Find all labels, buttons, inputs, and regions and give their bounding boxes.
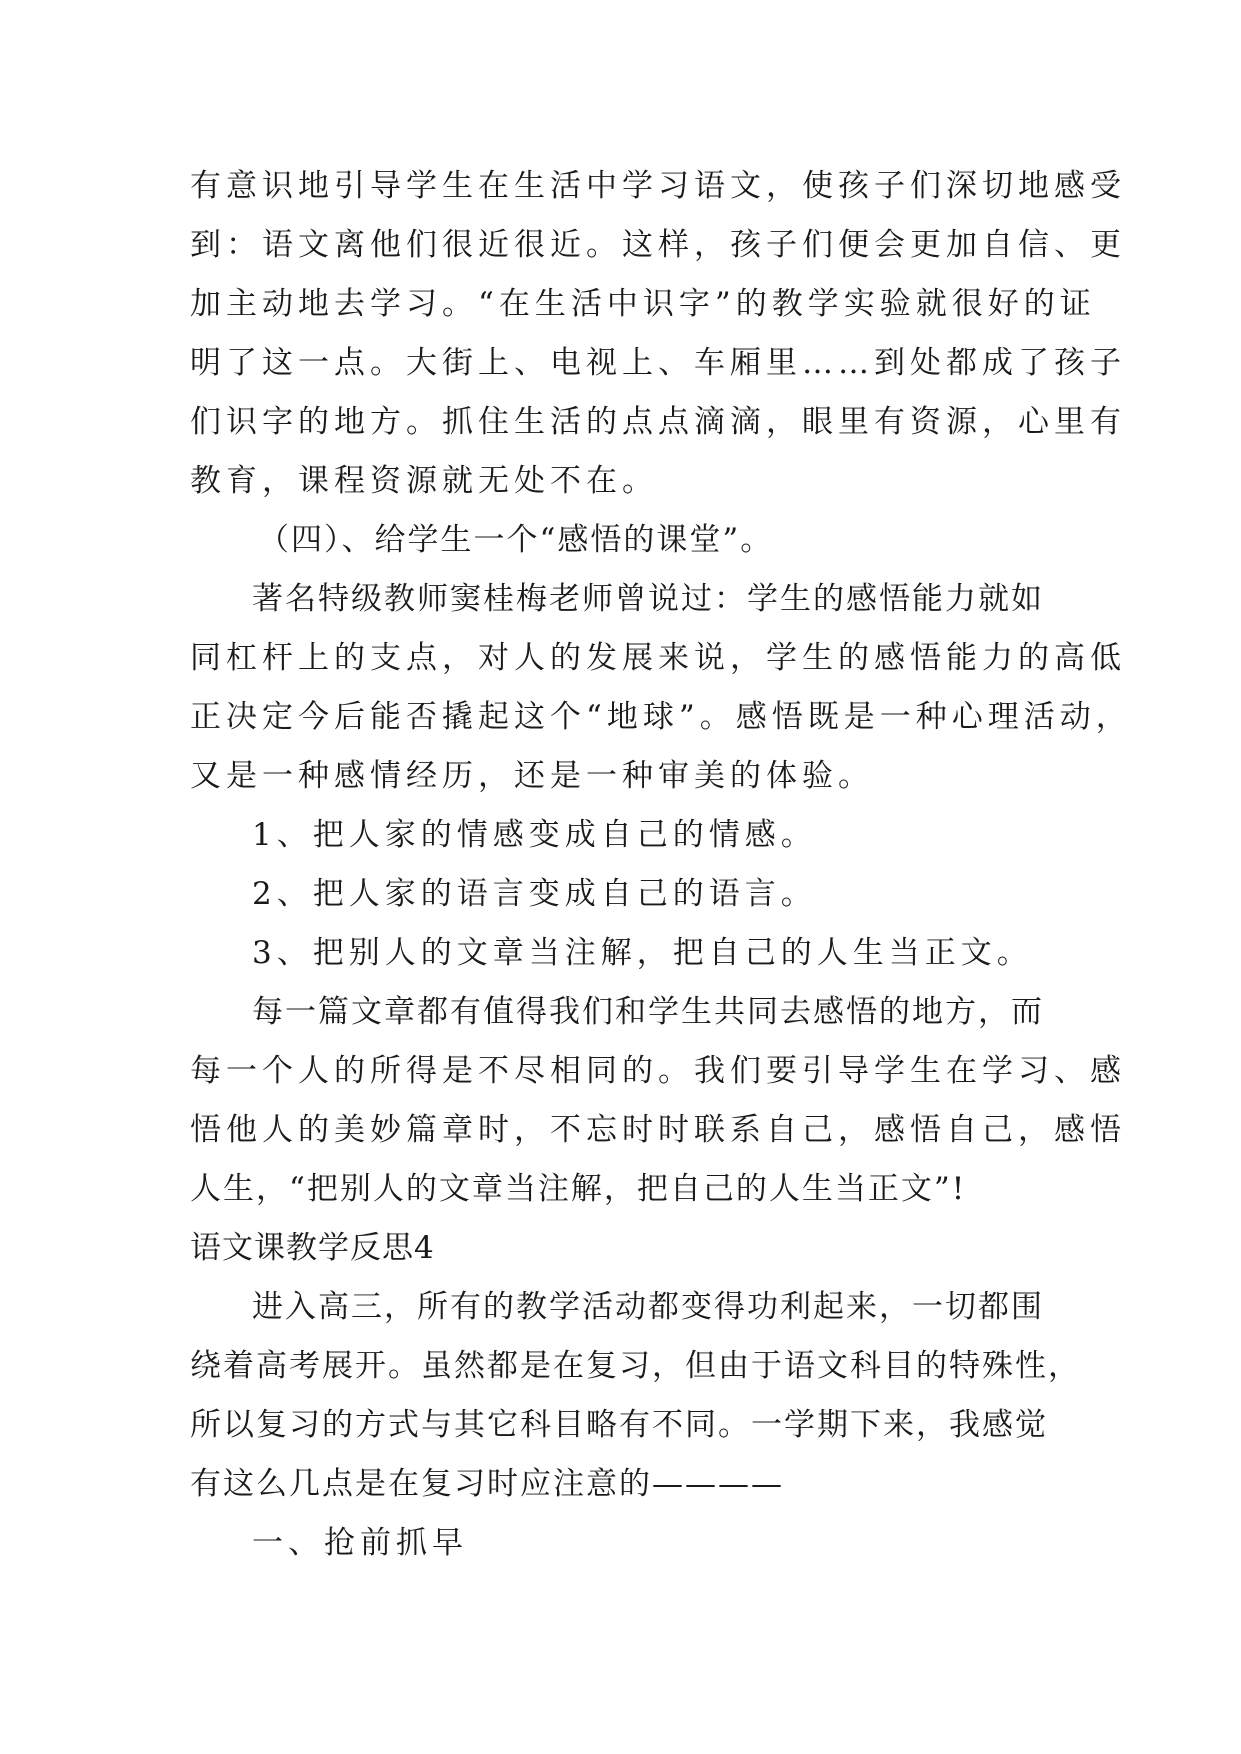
document-body: [190, 157, 1132, 1573]
text-line: 们识字的地方。抓住生活的点点滴滴，眼里有资源，心里有: [190, 404, 1126, 440]
text-line: 绕着高考展开。虽然都是在复习，但由于语文科目的特殊性，: [190, 1348, 1081, 1384]
text-line: 每一个人的所得是不尽相同的。我们要引导学生在学习、感: [190, 1053, 1126, 1089]
text-line: 每一篇文章都有值得我们和学生共同去感悟的地方，而: [252, 994, 1044, 1030]
text-line: 有这么几点是在复习时应注意的————: [190, 1466, 784, 1502]
text-line: 所以复习的方式与其它科目略有不同。一学期下来，我感觉: [190, 1407, 1048, 1443]
paragraph-every-article: [190, 983, 1126, 1219]
text-line: 到：语文离他们很近很近。这样，孩子们便会更加自信、更: [190, 227, 1126, 263]
text-line: 加主动地去学习。“在生活中识字”的教学实验就很好的证: [190, 286, 1096, 322]
section-title: 语文课教学反思4: [190, 1230, 435, 1266]
text-line: 教育，课程资源就无处不在。: [190, 463, 658, 499]
list-item-text: 3、把别人的文章当注解，把自己的人生当正文。: [252, 935, 1033, 971]
paragraph-senior-three: [190, 1278, 1081, 1514]
list-item-2: [190, 865, 1070, 924]
list-item-1: [190, 806, 1070, 865]
text-line: 同杠杆上的支点，对人的发展来说，学生的感悟能力的高低: [190, 640, 1126, 676]
paragraph-insight-ability: [190, 570, 1132, 806]
text-line: 正决定今后能否撬起这个“地球”。感悟既是一种心理活动，: [190, 699, 1132, 735]
text-line: 著名特级教师窦桂梅老师曾说过：学生的感悟能力就如: [252, 581, 1044, 617]
subheading-four: [190, 511, 1070, 570]
list-item-3: [190, 924, 1070, 983]
paragraph-curriculum-resources: [190, 157, 1126, 511]
text-line: 人生，“把别人的文章当注解，把自己的人生当正文”!: [190, 1171, 967, 1207]
list-item-text: 2、把人家的语言变成自己的语言。: [252, 876, 817, 912]
list-item-text: 1、把人家的情感变成自己的情感。: [252, 817, 817, 853]
subheading-one: [190, 1514, 1070, 1573]
text-line: 有意识地引导学生在生活中学习语文，使孩子们深切地感受: [190, 168, 1126, 204]
text-line: 进入高三，所有的教学活动都变得功利起来，一切都围: [252, 1289, 1044, 1325]
subheading-text: （四）、给学生一个“感悟的课堂”。: [258, 522, 774, 558]
text-line: 又是一种感情经历，还是一种审美的体验。: [190, 758, 874, 794]
text-line: 悟他人的美妙篇章时，不忘时时联系自己，感悟自己，感悟: [190, 1112, 1126, 1148]
subheading-text: 一、抢前抓早: [252, 1525, 468, 1561]
text-line: 明了这一点。大街上、电视上、车厢里……到处都成了孩子: [190, 345, 1126, 381]
